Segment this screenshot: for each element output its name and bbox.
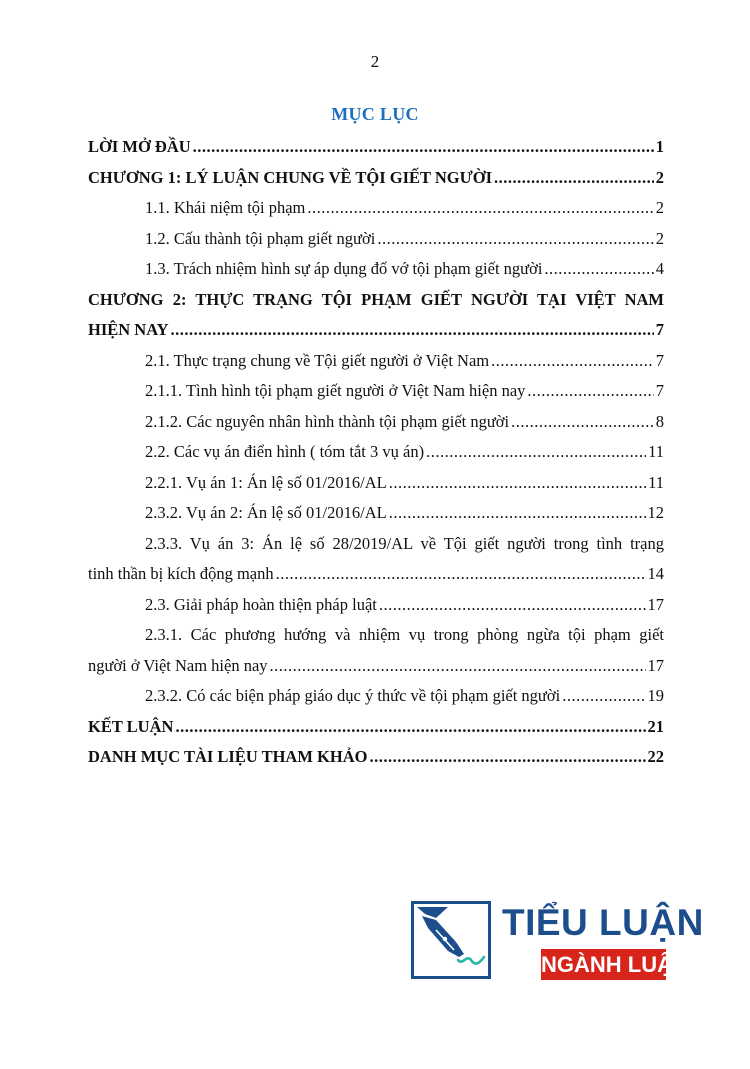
dot-leader [175,712,645,743]
dot-leader [377,224,653,255]
toc-entry-label: 2.1.2. Các nguyên nhân hình thành tội phạm giết người [145,411,510,431]
toc-entry-label: CHƯƠNG 1: LÝ LUẬN CHUNG VỀ TỘI GIẾT NGƯỜI [88,167,492,187]
toc-entry-page: 19 [647,686,664,705]
dot-leader [379,590,646,621]
toc-entry-2-1-2[interactable] [88,407,664,438]
toc-entry-label: 2.3.2. Có các biện pháp giáo dục ý thức về tội phạm giết người [145,686,561,705]
toc-entry-2-3-3[interactable] [88,529,664,590]
toc-entry-chapter-1[interactable] [88,163,664,194]
toc-entry-label: 1.3. Trách nhiệm hình sự áp dụng đố vớ tội phạm giết người [145,259,543,278]
toc-entry-label-line1: CHƯƠNG 2: THỰC TRẠNG TỘI PHẠM GIẾT NGƯỜI TẠI VIỆT NAM [88,289,664,309]
dot-leader [562,681,645,712]
logo-banner [541,949,687,980]
toc-entry-page: 7 [655,381,664,400]
toc-entry-page: 2 [655,228,664,248]
toc-entry-2-3-1[interactable] [88,620,664,681]
toc-entry-label: 2.3. Giải pháp hoàn thiện pháp luật [145,594,377,614]
toc-entry-page: 22 [647,747,664,766]
page-number: 2 [370,52,380,71]
dot-leader [193,132,654,163]
toc-entry-page: 14 [647,564,664,583]
toc-entry-label: DANH MỤC TÀI LIỆU THAM KHẢO [88,747,368,766]
toc-entry-label: 2.2.1. Vụ án 1: Án lệ số 01/2016/AL [145,472,387,492]
table-of-contents [88,132,664,773]
toc-entry-page: 2 [655,198,664,217]
dot-leader [511,407,654,438]
toc-entry-label: 1.2. Cấu thành tội phạm giết người [145,228,376,248]
toc-entry-page: 11 [648,442,664,461]
toc-entry-intro[interactable] [88,132,664,163]
toc-entry-2-2-1[interactable] [88,468,664,499]
toc-entry-page: 12 [647,503,664,522]
brand-logo [411,901,704,983]
toc-entry-2-3-2-case-2[interactable] [88,498,664,529]
toc-entry-page: 7 [655,350,664,370]
toc-entry-label: 2.1.1. Tình hình tội phạm giết người ở Việt Nam hiện nay [145,381,526,400]
toc-entry-label: 2.1. Thực trạng chung về Tội giết người ở Việt Nam [145,350,490,370]
pen-nib-icon [411,901,491,979]
toc-entry-2-2[interactable] [88,437,664,468]
toc-entry-label: LỜI MỞ ĐẦU [88,137,191,156]
toc-entry-label-line1: 2.3.1. Các phương hướng và nhiệm vụ trong phòng ngừa tội phạm giết [145,625,664,644]
toc-entry-label: 2.2. Các vụ án điển hình ( tóm tắt 3 vụ án) [145,442,425,461]
toc-entry-page: 4 [655,259,664,278]
toc-entry-2-1[interactable] [88,346,664,377]
toc-entry-label-line2: HIỆN NAY [88,320,169,339]
toc-entry-label: KẾT LUẬN [88,716,174,736]
dot-leader [491,346,654,377]
toc-entry-page: 11 [648,472,664,492]
toc-entry-chapter-2[interactable] [88,285,664,346]
toc-entry-page: 17 [647,655,664,675]
toc-entry-1-1[interactable] [88,193,664,224]
toc-entry-label-line1: 2.3.3. Vụ án 3: Án lệ số 28/2019/AL về Tội giết người trong tình trạng [145,533,664,553]
toc-entry-2-1-1[interactable] [88,376,664,407]
dot-leader [270,651,646,682]
toc-entry-references[interactable] [88,742,664,773]
dot-leader [544,254,653,285]
toc-entry-1-3[interactable] [88,254,664,285]
toc-entry-1-2[interactable] [88,224,664,255]
dot-leader [369,742,645,773]
toc-entry-page: 7 [655,320,664,339]
toc-entry-2-3[interactable] [88,590,664,621]
dot-leader [171,315,654,346]
dot-leader [307,193,653,224]
toc-entry-page: 8 [655,411,664,431]
toc-entry-2-3-2[interactable] [88,681,664,712]
toc-entry-page: 21 [647,716,664,736]
dot-leader [426,437,646,468]
toc-entry-label: 1.1. Khái niệm tội phạm [145,198,306,217]
toc-entry-label-line2: người ở Việt Nam hiện nay [88,655,268,675]
toc-entry-page: 1 [655,137,664,156]
dot-leader [527,376,653,407]
dot-leader [389,468,646,499]
dot-leader [494,163,654,194]
dot-leader [389,498,646,529]
logo-text-bottom: NGÀNH LUẬT [541,952,687,977]
toc-title: MỤC LỤC [331,104,419,124]
toc-entry-conclusion[interactable] [88,712,664,743]
dot-leader [276,559,646,590]
logo-text-top: TIỂU LUẬN [502,902,704,943]
toc-entry-label-line2: tinh thần bị kích động mạnh [88,564,274,583]
toc-entry-page: 2 [655,167,664,187]
toc-entry-label: 2.3.2. Vụ án 2: Án lệ số 01/2016/AL [145,503,387,522]
toc-entry-page: 17 [647,594,664,614]
